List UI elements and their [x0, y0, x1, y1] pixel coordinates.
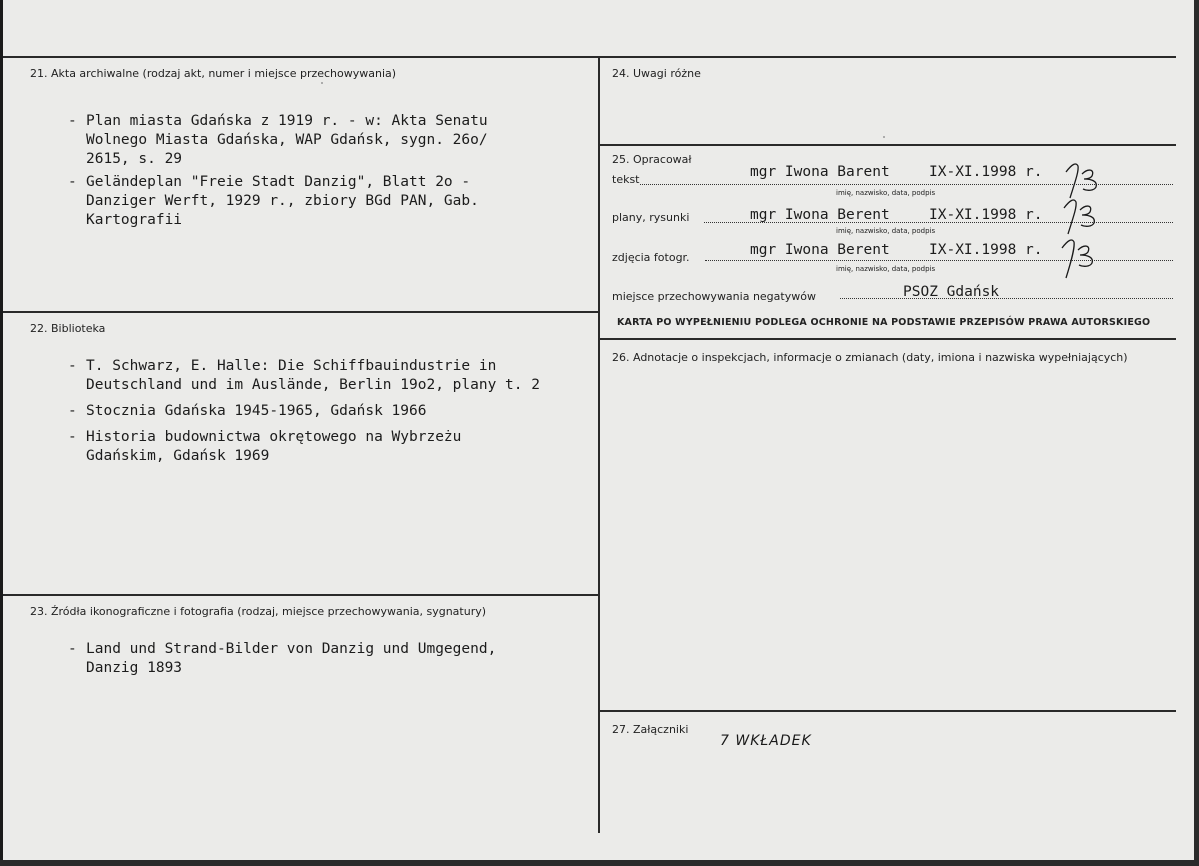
- signature-initials: [1058, 234, 1108, 280]
- field-text-date: IX-XI.1998 r.: [929, 164, 1043, 180]
- entry-dash: -: [68, 429, 77, 445]
- negatives-location: PSOZ Gdańsk: [903, 284, 1000, 300]
- field-text-label: tekst: [612, 173, 640, 186]
- divider-21-22: [3, 311, 599, 313]
- divider-24-25: [598, 144, 1176, 146]
- iconography-entry-1-line-2: Danzig 1893: [86, 660, 183, 676]
- section-24-label: 24. Uwagi różne: [612, 67, 701, 80]
- speck: [883, 136, 885, 138]
- field-text-author: mgr Iwona Barent: [750, 164, 890, 180]
- center-divider: [598, 56, 600, 833]
- entry-dash: -: [68, 358, 77, 374]
- section-21-label: 21. Akta archiwalne (rodzaj akt, numer i miejsce przechowywania): [30, 67, 397, 80]
- field-plans-label: plany, rysunki: [612, 211, 690, 224]
- entry-dash: -: [68, 403, 77, 419]
- section-27-label: 27. Załączniki: [612, 723, 689, 736]
- archive-entry-2-line-2: Danziger Werft, 1929 r., zbiory BGd PAN, Gab.: [86, 193, 479, 209]
- top-rule: [3, 56, 1176, 58]
- section-22-label: 22. Biblioteka: [30, 322, 106, 335]
- archive-entry-1-line-2: Wolnego Miasta Gdańska, WAP Gdańsk, sygn. 26o/: [86, 132, 488, 148]
- library-entry-3-line-1: Historia budownictwa okrętowego na Wybrzeżu: [86, 429, 462, 445]
- divider-25-26: [598, 338, 1176, 340]
- library-entry-1-line-2: Deutschland und im Auslände, Berlin 19o2, plany t. 2: [86, 377, 540, 393]
- section-26-label: 26. Adnotacje o inspekcjach, informacje o zmianach (daty, imiona i nazwiska wypełniających): [612, 351, 1128, 364]
- card-edge-bottom: [0, 860, 1199, 866]
- entry-dash: -: [68, 641, 77, 657]
- copyright-notice: KARTA PO WYPEŁNIENIU PODLEGA OCHRONIE NA PODSTAWIE PRZEPISÓW PRAWA AUTORSKIEGO: [617, 317, 1151, 328]
- iconography-entry-1-line-1: Land und Strand-Bilder von Danzig und Umgegend,: [86, 641, 497, 657]
- archive-entry-1-line-3: 2615, s. 29: [86, 151, 183, 167]
- negatives-line: [840, 298, 1173, 299]
- attachments-handwritten-note: 7 WKŁADEK: [720, 733, 812, 749]
- archive-entry-1-line-1: Plan miasta Gdańska z 1919 r. - w: Akta Senatu: [86, 113, 488, 129]
- library-entry-3-line-2: Gdańskim, Gdańsk 1969: [86, 448, 270, 464]
- card-edge-left: [0, 0, 3, 866]
- section-25-label: 25. Opracował: [612, 153, 692, 166]
- field-plans-caption: imię, nazwisko, data, podpis: [836, 227, 936, 235]
- signature-initials: [1060, 194, 1110, 236]
- entry-dash: -: [68, 113, 77, 129]
- speck: [321, 82, 323, 84]
- field-photos-author: mgr Iwona Berent: [750, 242, 890, 258]
- field-plans-date: IX-XI.1998 r.: [929, 207, 1043, 223]
- entry-dash: -: [68, 174, 77, 190]
- section-23-label: 23. Źródła ikonograficzne i fotografia (rodzaj, miejsce przechowywania, sygnatury): [30, 605, 487, 618]
- library-entry-1-line-1: T. Schwarz, E. Halle: Die Schiffbauindustrie in: [86, 358, 497, 374]
- divider-22-23: [3, 594, 599, 596]
- archive-entry-2-line-3: Kartografii: [86, 212, 183, 228]
- negatives-label: miejsce przechowywania negatywów: [612, 290, 816, 303]
- field-text-caption: imię, nazwisko, data, podpis: [836, 189, 936, 197]
- field-plans-author: mgr Iwona Berent: [750, 207, 890, 223]
- divider-26-27: [598, 710, 1176, 712]
- library-entry-2-line-1: Stocznia Gdańska 1945-1965, Gdańsk 1966: [86, 403, 427, 419]
- field-photos-label: zdjęcia fotogr.: [612, 251, 690, 264]
- field-photos-caption: imię, nazwisko, data, podpis: [836, 265, 936, 273]
- field-photos-date: IX-XI.1998 r.: [929, 242, 1043, 258]
- card-edge-right: [1194, 0, 1199, 866]
- archive-entry-2-line-1: Geländeplan "Freie Stadt Danzig", Blatt 2o -: [86, 174, 471, 190]
